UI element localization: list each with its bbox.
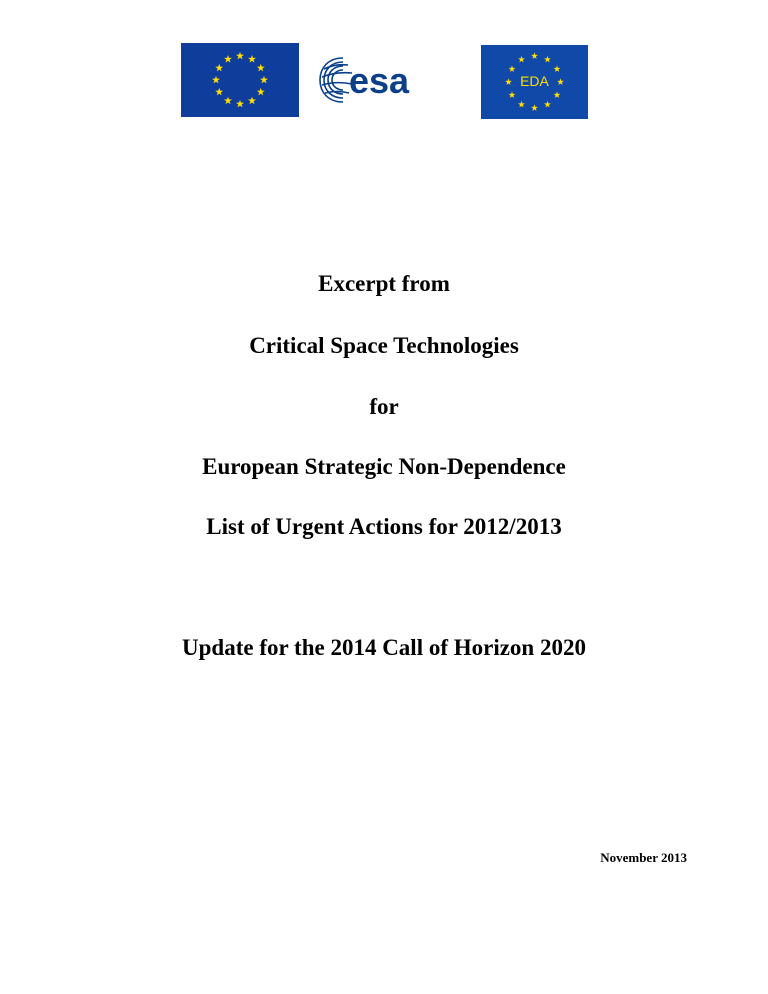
eu-flag-icon bbox=[181, 43, 299, 117]
esa-logo-icon bbox=[318, 55, 458, 105]
title-critical-space-technologies: Critical Space Technologies bbox=[249, 333, 519, 358]
document-date: November 2013 bbox=[600, 850, 687, 865]
title-excerpt-from: Excerpt from bbox=[318, 271, 450, 296]
title-for: for bbox=[369, 394, 399, 419]
title-update-horizon-2020: Update for the 2014 Call of Horizon 2020 bbox=[182, 635, 586, 660]
eda-logo-text: EDA bbox=[520, 73, 549, 89]
eda-logo bbox=[481, 45, 588, 119]
esa-logo-text: esa bbox=[349, 60, 410, 101]
title-list-of-urgent-actions: List of Urgent Actions for 2012/2013 bbox=[206, 514, 562, 539]
eda-logo-icon bbox=[481, 45, 588, 119]
title-european-strategic-non-dependence: European Strategic Non-Dependence bbox=[202, 454, 566, 479]
eu-flag-logo bbox=[181, 43, 299, 117]
esa-logo bbox=[318, 55, 458, 105]
